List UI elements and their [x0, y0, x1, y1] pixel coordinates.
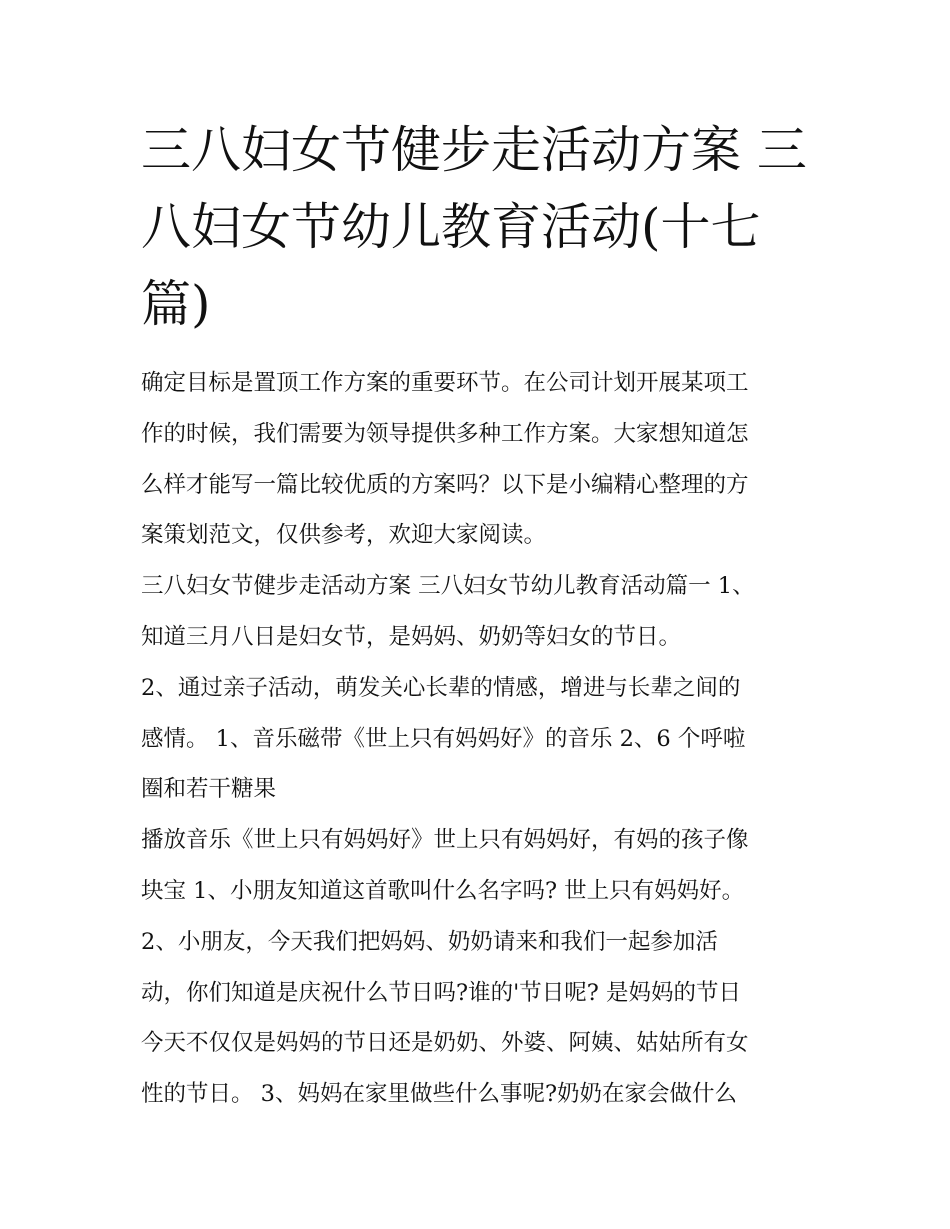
text-line: 知道三月八日是妇女节，是妈妈、奶奶等妇女的节日。 — [141, 623, 682, 650]
paragraph-music — [141, 815, 821, 917]
paragraph-intro — [141, 358, 821, 561]
paragraph-discussion — [141, 917, 821, 1120]
text-line: 么样才能写一篇比较优质的方案吗？以下是小编精心整理的方 — [141, 471, 749, 498]
text-line: 性的节日。 3、妈妈在家里做些什么事呢?奶奶在家会做什么 — [141, 1081, 738, 1108]
text-line: 感情。 1、音乐磁带《世上只有妈妈好》的音乐 2、6 个呼啦 — [141, 725, 746, 752]
paragraph-goals-materials — [141, 663, 821, 815]
text-line: 播放音乐《世上只有妈妈好》世上只有妈妈好，有妈的孩子像 — [141, 827, 749, 854]
text-line: 今天不仅仅是妈妈的节日还是奶奶、外婆、阿姨、姑姑所有女 — [141, 1030, 749, 1057]
document-title — [141, 112, 821, 343]
text-line: 圈和若干糖果 — [141, 776, 277, 803]
text-line: 作的时候，我们需要为领导提供多种工作方案。大家想知道怎 — [141, 420, 749, 447]
text-line: 三八妇女节健步走活动方案 三八妇女节幼儿教育活动篇一 1、 — [141, 573, 755, 600]
text-line: 动，你们知道是庆祝什么节日吗?谁的'节日呢? 是妈妈的节日 — [141, 979, 741, 1006]
text-line: 块宝 1、小朋友知道这首歌叫什么名字吗? 世上只有妈妈好。 — [141, 877, 745, 904]
text-line: 2、小朋友，今天我们把妈妈、奶奶请来和我们一起参加活 — [141, 928, 718, 955]
title-line: 篇) — [141, 275, 211, 333]
text-line: 2、通过亲子活动，萌发关心长辈的情感，增进与长辈之间的 — [141, 674, 741, 701]
paragraph-section-one — [141, 561, 821, 663]
document-body — [141, 358, 821, 1120]
text-line: 案策划范文，仅供参考，欢迎大家阅读。 — [141, 522, 547, 549]
title-line: 八妇女节幼儿教育活动(十七 — [141, 198, 761, 256]
text-line: 确定目标是置顶工作方案的重要环节。在公司计划开展某项工 — [141, 370, 749, 396]
title-line: 三八妇女节健步走活动方案 三 — [141, 121, 807, 179]
